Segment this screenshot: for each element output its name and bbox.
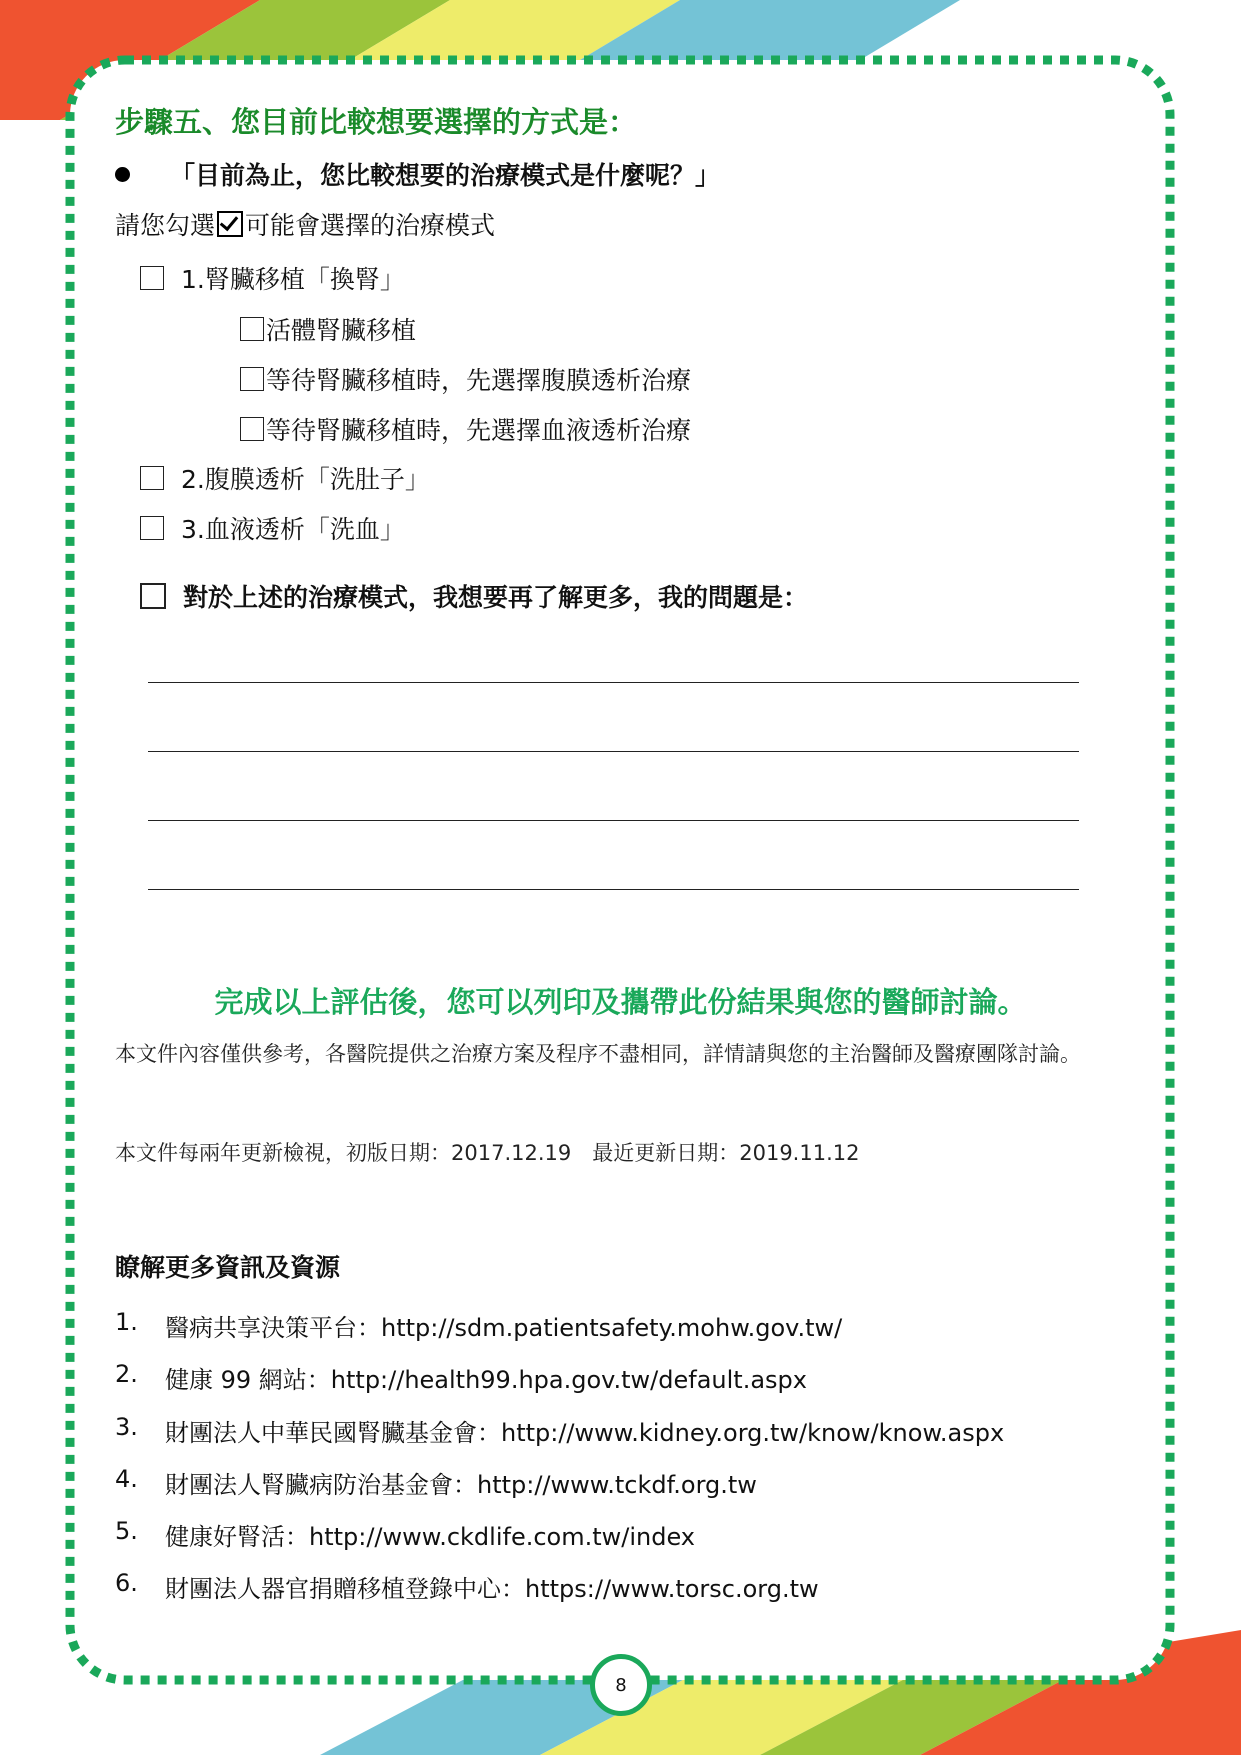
resources-title: 瞭解更多資訊及資源 — [115, 1253, 341, 1282]
option-label: 1.腎臟移植「換腎」 — [181, 265, 405, 294]
suboption-living-donor[interactable] — [240, 311, 416, 347]
instruction-after: 可能會選擇的治療模式 — [245, 211, 496, 240]
checkbox[interactable] — [140, 466, 164, 490]
checkbox[interactable] — [240, 417, 264, 441]
option-hemodialysis[interactable] — [140, 510, 405, 546]
checkbox[interactable] — [240, 367, 264, 391]
answer-line[interactable] — [148, 682, 1079, 683]
option-label: 3.血液透析「洗血」 — [181, 515, 405, 544]
option-kidney-transplant[interactable] — [140, 260, 405, 296]
update-note: 本文件每兩年更新檢視，初版日期：2017.12.19 最近更新日期：2019.11.12 — [115, 1141, 860, 1165]
checkbox[interactable] — [140, 516, 164, 540]
suboption-wait-hemodialysis[interactable] — [240, 411, 691, 447]
suboption-label: 等待腎臟移植時，先選擇血液透析治療 — [266, 416, 692, 445]
treatment-question — [115, 156, 720, 192]
answer-line[interactable] — [148, 820, 1079, 821]
resource-text[interactable]: 健康好腎活：http://www.ckdlife.com.tw/index — [165, 1523, 696, 1551]
resource-text[interactable]: 健康 99 網站：http://health99.hpa.gov.tw/default.aspx — [165, 1366, 807, 1394]
suboption-wait-peritoneal[interactable] — [240, 361, 691, 397]
suboption-label: 活體腎臟移植 — [266, 316, 417, 345]
answer-line[interactable] — [148, 889, 1079, 890]
suboption-label: 等待腎臟移植時，先選擇腹膜透析治療 — [266, 366, 692, 395]
page-number: 8 — [590, 1654, 652, 1716]
resource-item — [115, 1308, 842, 1343]
option-more-questions[interactable] — [140, 578, 808, 614]
resource-item — [115, 1465, 757, 1500]
resource-num: 3. — [115, 1413, 138, 1441]
resource-item — [115, 1360, 807, 1395]
more-question-label: 對於上述的治療模式，我想要再了解更多，我的問題是： — [183, 583, 809, 612]
resource-num: 4. — [115, 1465, 138, 1493]
checkbox[interactable] — [140, 583, 166, 609]
resource-item — [115, 1517, 695, 1552]
discuss-with-doctor-callout: 完成以上評估後，您可以列印及攜帶此份結果與您的醫師討論。 — [214, 985, 1027, 1019]
bullet-icon — [115, 167, 130, 182]
checkbox[interactable] — [240, 317, 264, 341]
checkbox[interactable] — [140, 266, 164, 290]
disclaimer-text: 本文件內容僅供參考，各醫院提供之治療方案及程序不盡相同，詳情請與您的主治醫師及醫療團隊討論。 — [115, 1042, 1081, 1066]
checked-box-icon — [217, 211, 243, 237]
resource-num: 1. — [115, 1308, 138, 1336]
instruction-before: 請您勾選 — [115, 211, 216, 240]
resource-num: 5. — [115, 1517, 138, 1545]
question-text: 「目前為止，您比較想要的治療模式是什麼呢？」 — [170, 161, 721, 190]
resource-text[interactable]: 財團法人器官捐贈移植登錄中心：https://www.torsc.org.tw — [165, 1575, 819, 1603]
step-heading: 步驟五、您目前比較想要選擇的方式是： — [115, 105, 638, 139]
resource-num: 2. — [115, 1360, 138, 1388]
resource-item — [115, 1413, 1004, 1448]
resource-num: 6. — [115, 1569, 138, 1597]
resource-text[interactable]: 財團法人腎臟病防治基金會：http://www.tckdf.org.tw — [165, 1471, 757, 1499]
option-label: 2.腹膜透析「洗肚子」 — [181, 465, 430, 494]
option-peritoneal-dialysis[interactable] — [140, 460, 430, 496]
resource-item — [115, 1569, 819, 1604]
resource-text[interactable]: 醫病共享決策平台：http://sdm.patientsafety.mohw.gov.tw/ — [165, 1314, 843, 1342]
resource-text[interactable]: 財團法人中華民國腎臟基金會：http://www.kidney.org.tw/know/know.aspx — [165, 1419, 1005, 1447]
instruction — [115, 206, 495, 242]
answer-line[interactable] — [148, 751, 1079, 752]
